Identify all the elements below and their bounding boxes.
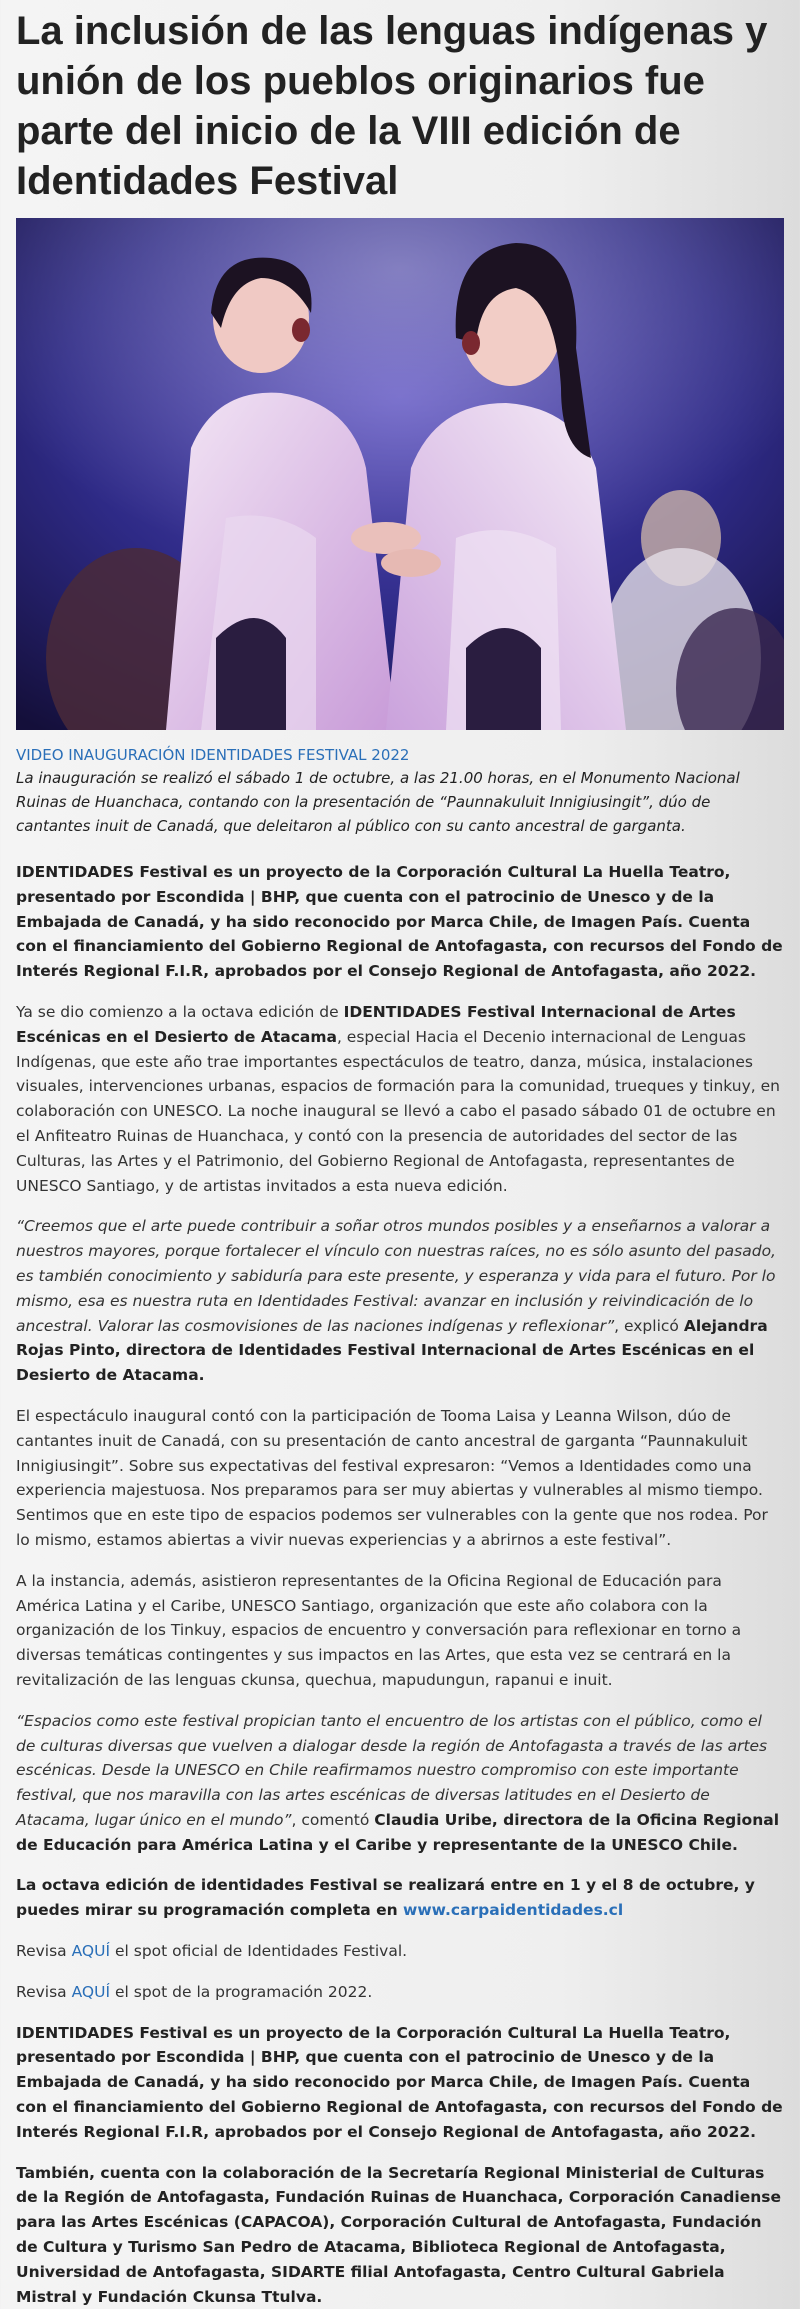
intro-text-c: , especial Hacia el Decenio internacional de Lenguas Indígenas, que este año trae importantes espectáculos de teatro, danza, música, instalaciones visuales, intervenciones urbanas, espacios de formación para la comunidad, trueques y tinkuy, en colaboración con UNESCO. La noche inaugural se llevó a cabo el pasado sábado 01 de octubre en el Anfiteatro Ruinas de Huanchaca, y contó con la presencia de autoridades del sector de las Culturas, las Artes y el Patrimonio, del Gobierno Regional de Antofagasta, representantes de UNESCO Santiago, y de artistas invitados a esta nueva edición.: [16, 1027, 781, 1195]
hero-illustration: [16, 218, 784, 730]
program-paragraph: [16, 1873, 784, 1923]
sponsor-paragraph-repeat: IDENTIDADES Festival es un proyecto de la Corporación Cultural La Huella Teatro, presentado por Escondida | BHP, que cuenta con el patrocinio de Unesco y de la Embajada de Canadá, y ha sido reconocido por Marca Chile, de Imagen País. Cuenta con el financiamiento del Gobierno Regional de Antofagasta, con recursos del Fondo de Interés Regional F.I.R, aprobados por el Consejo Regional de Antofagasta, año 2022.: [16, 2023, 783, 2141]
unesco-quote: “Espacios como este festival propician tanto el encuentro de los artistas con el público, como el de culturas diversas que vuelven a dialogar desde la región de Antofagasta a través de las artes escénicas. Desde la UNESCO en Chile reafirmamos nuestro compromiso con este importante festival, que nos maravilla con las artes escénicas de diversas latitudes en el Desierto de Atacama, lugar único en el mundo”: [16, 1711, 768, 1829]
program-spot-paragraph: [16, 1980, 784, 2005]
program-spot-post: el spot de la programación 2022.: [110, 1982, 373, 2001]
program-spot-link[interactable]: AQUÍ: [71, 1982, 111, 2001]
video-link[interactable]: VIDEO INAUGURACIÓN IDENTIDADES FESTIVAL 2022: [16, 746, 410, 764]
sponsor-paragraph: IDENTIDADES Festival es un proyecto de la Corporación Cultural La Huella Teatro, presentado por Escondida | BHP, que cuenta con el patrocinio de Unesco y de la Embajada de Canadá, y ha sido reconocido por Marca Chile, de Imagen País. Cuenta con el financiamiento del Gobierno Regional de Antofagasta, con recursos del Fondo de Interés Regional F.I.R, aprobados por el Consejo Regional de Antofagasta, año 2022.: [16, 863, 783, 981]
program-spot-pre: Revisa: [16, 1982, 72, 2001]
collaborators-paragraph: También, cuenta con la colaboración de la Secretaría Regional Ministerial de Culturas de la Región de Antofagasta, Fundación Ruinas de Huanchaca, Corporación Canadiense para las Artes Escénicas (CAPACOA), Corporación Cultural de Antofagasta, Fundación de Cultura y Turismo San Pedro de Atacama, Biblioteca Regional de Antofagasta, Universidad de Antofagasta, SIDARTE filial Antofagasta, Centro Cultural Gabriela Mistral y Fundación Ckunsa Ttulva.: [16, 2163, 781, 2306]
festival-name: IDENTIDADES Festival Internacional de Artes Escénicas en el Desierto de Atacama: [16, 1002, 736, 1046]
official-spot-post: el spot oficial de Identidades Festival.: [110, 1942, 408, 1961]
photo-caption: La inauguración se realizó el sábado 1 de octubre, a las 21.00 horas, en el Monumento Nacional Ruinas de Huanchaca, contando con la presentación de “Paunnakuluit Innigiusingit”, dúo de cantantes inuit de Canadá, que deleitaron al público con su canto ancestral de garganta.: [16, 769, 740, 835]
director-quote-attribution: , explicó: [614, 1316, 684, 1335]
hero-photo: [16, 218, 784, 730]
official-spot-link[interactable]: AQUÍ: [71, 1942, 111, 1961]
inaugural-show-paragraph: El espectáculo inaugural contó con la participación de Tooma Laisa y Leanna Wilson, dúo de cantantes inuit de Canadá, con su presentación de canto ancestral de garganta “Paunnakuluit Innigiusingit”. Sobre sus expectativas del festival expresaron: “Vemos a Identidades como una experiencia majestuosa. Nos preparamos para ser muy abiertas y vulnerables al mismo tiempo. Sentimos que en este tipo de espacios podemos ser vulnerables con la gente que nos rodea. Por lo mismo, estamos abiertas a vivir nuevas experiencias y a abrirnos a este festival”.: [16, 1406, 768, 1549]
director-quote-paragraph: [16, 1214, 784, 1388]
program-website-link[interactable]: www.carpaidentidades.cl: [403, 1901, 624, 1920]
intro-paragraph: [16, 1000, 784, 1198]
official-spot-pre: Revisa: [16, 1942, 72, 1961]
program-text: La octava edición de identidades Festival se realizará entre en 1 y el 8 de octubre, y puedes mirar su programación completa en: [16, 1876, 755, 1920]
article-title: La inclusión de las lenguas indígenas y unión de los pueblos originarios fue parte del inicio de la VIII edición de Identidades Festival: [16, 9, 768, 203]
unesco-quote-attribution: , comentó: [291, 1810, 375, 1829]
official-spot-paragraph: [16, 1939, 784, 1964]
director-quote: “Creemos que el arte puede contribuir a soñar otros mundos posibles y a enseñarnos a valorar a nuestros mayores, porque fortalecer el vínculo con nuestras raíces, no es sólo asunto del pasado, es también conocimiento y sabiduría para este presente, y esperanza y vida para el futuro. Por lo mismo, esa es nuestra ruta en Identidades Festival: avanzar en inclusión y reivindicación de lo ancestral. Valorar las cosmovisiones de las naciones indígenas y reflexionar”: [16, 1217, 776, 1335]
unesco-paragraph: A la instancia, además, asistieron representantes de la Oficina Regional de Educación para América Latina y el Caribe, UNESCO Santiago, organización que este año colabora con la organización de los Tinkuy, espacios de encuentro y conversación para reflexionar en torno a diversas temáticas contingentes y sus impactos en las Artes, que esta vez se centrará en la revitalización de las lenguas ckunsa, quechua, mapudungun, rapanui e inuit.: [16, 1571, 742, 1689]
unesco-director-name: Claudia Uribe, directora de la Oficina Regional de Educación para América Latina y el Caribe y representante de la UNESCO Chile.: [16, 1810, 780, 1854]
article: [16, 0, 784, 2309]
director-name: Alejandra Rojas Pinto, directora de Identidades Festival Internacional de Artes Escénicas en el Desierto de Atacama.: [16, 1316, 768, 1385]
intro-text-a: Ya se dio comienzo a la octava edición de: [16, 1002, 344, 1021]
unesco-quote-paragraph: [16, 1709, 784, 1858]
